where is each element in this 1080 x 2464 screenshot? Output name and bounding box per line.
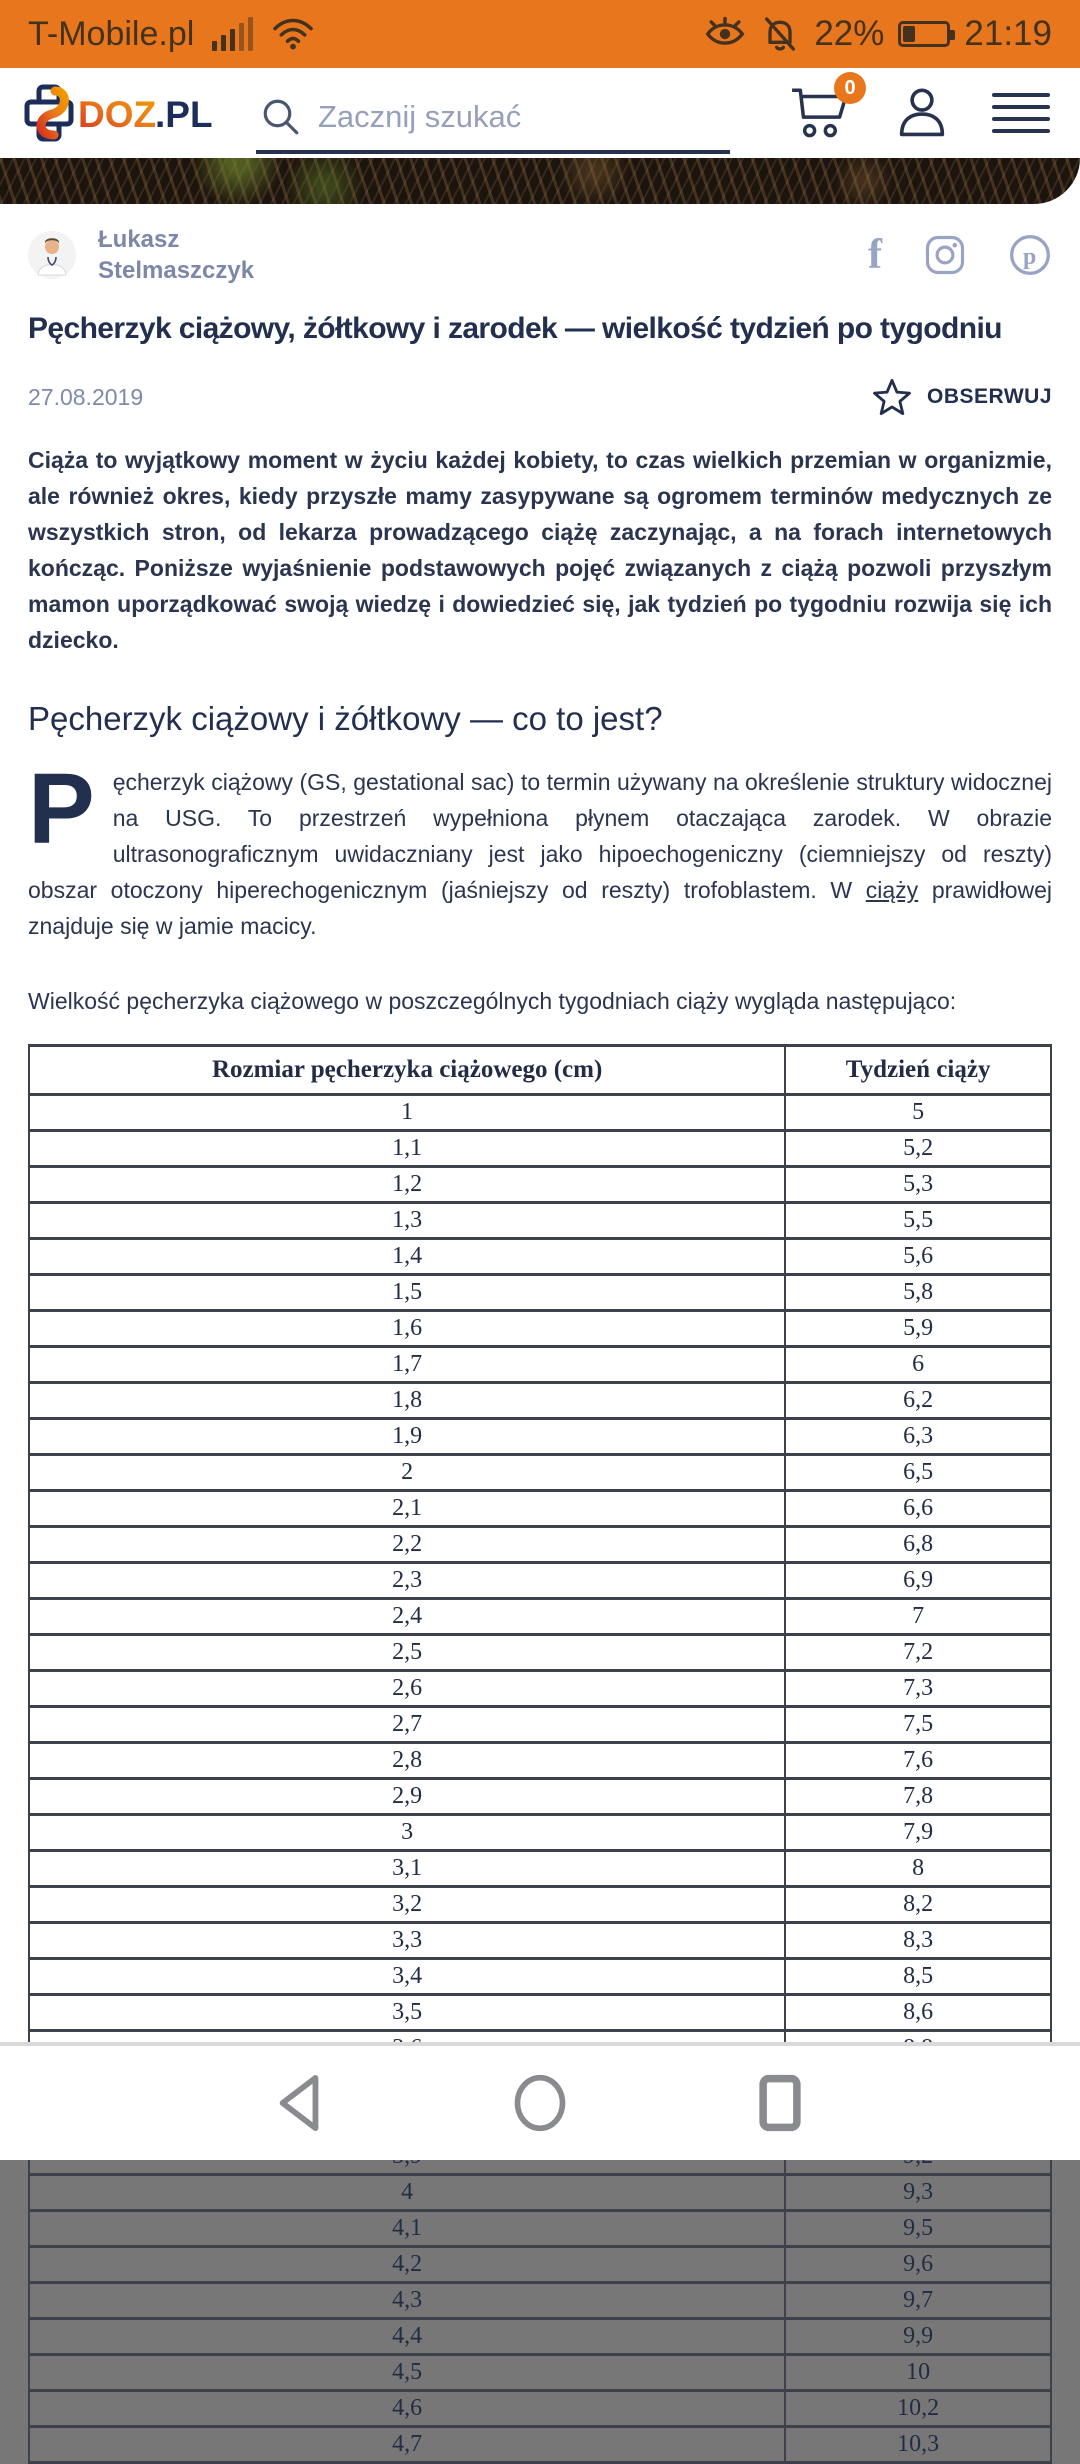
table-row (29, 1635, 1051, 1671)
table-cell: 6,8 (785, 1527, 1051, 1563)
table-cell: 3,2 (29, 1887, 785, 1923)
table-cell: 6,9 (785, 1563, 1051, 1599)
table-row (29, 1707, 1051, 1743)
site-header (0, 68, 1080, 158)
logo-cross-icon (27, 87, 71, 139)
menu-button[interactable] (992, 93, 1050, 133)
table-row (29, 2427, 1051, 2463)
table-row (29, 1599, 1051, 1635)
hero-image (0, 158, 1080, 204)
table-cell: 7,9 (785, 1815, 1051, 1851)
signal-strength-icon (212, 17, 253, 51)
table-cell: 10,2 (785, 2391, 1051, 2427)
nav-recents-button[interactable] (720, 2058, 840, 2148)
table-cell: 4,5 (29, 2355, 785, 2391)
table-cell: 1,5 (29, 1275, 785, 1311)
table-cell: 2,4 (29, 1599, 785, 1635)
author-avatar[interactable] (28, 231, 76, 279)
table-cell: 10,3 (785, 2427, 1051, 2463)
table-row (29, 1383, 1051, 1419)
table-row (29, 1527, 1051, 1563)
table-cell: 1,8 (29, 1383, 785, 1419)
table-row (29, 1275, 1051, 1311)
table-cell: 2,5 (29, 1635, 785, 1671)
table-row (29, 1779, 1051, 1815)
follow-button[interactable]: OBSERWUJ (871, 376, 1052, 418)
author-name[interactable]: Łukasz Stelmaszczyk (98, 226, 255, 284)
table-cell: 5,2 (785, 1131, 1051, 1167)
table-cell: 6,6 (785, 1491, 1051, 1527)
drop-cap: P (28, 753, 95, 865)
section-heading: Pęcherzyk ciążowy i żółtkowy — co to jest? (28, 700, 663, 737)
table-cell: 7,5 (785, 1707, 1051, 1743)
table-row (29, 1131, 1051, 1167)
table-row (29, 1455, 1051, 1491)
table-cell: 4 (29, 2175, 785, 2211)
table-cell: 1,4 (29, 1239, 785, 1275)
table-cell: 8,3 (785, 1923, 1051, 1959)
table-cell: 2,8 (29, 1743, 785, 1779)
facebook-icon[interactable]: f (868, 232, 882, 278)
back-triangle-icon (274, 2074, 326, 2132)
table-row (29, 1239, 1051, 1275)
table-cell: 2,1 (29, 1491, 785, 1527)
table-row (29, 2247, 1051, 2283)
wifi-icon (271, 16, 315, 52)
table-row (29, 1311, 1051, 1347)
table-cell: 8,5 (785, 1959, 1051, 1995)
table-cell: 10 (785, 2355, 1051, 2391)
table-cell: 2,3 (29, 1563, 785, 1599)
table-cell: 1 (29, 1095, 785, 1131)
table-cell: 2,9 (29, 1779, 785, 1815)
search-bar[interactable] (256, 90, 730, 154)
pregnancy-link[interactable]: ciąży (865, 877, 919, 903)
table-cell: 8 (785, 1851, 1051, 1887)
notifications-muted-icon (760, 14, 800, 54)
eye-comfort-icon (704, 15, 746, 53)
table-cell: 6,3 (785, 1419, 1051, 1455)
table-cell: 1,7 (29, 1347, 785, 1383)
table-cell: 8,6 (785, 1995, 1051, 2031)
table-row (29, 2283, 1051, 2319)
home-circle-icon (511, 2073, 569, 2133)
table-cell: 4,4 (29, 2319, 785, 2355)
table-row (29, 1887, 1051, 1923)
table-row (29, 2391, 1051, 2427)
table-row (29, 1923, 1051, 1959)
carrier-label: T-Mobile.pl (28, 14, 195, 53)
table-header-week: Tydzień ciąży (785, 1046, 1051, 1095)
table-cell: 7,6 (785, 1743, 1051, 1779)
page-title: Pęcherzyk ciążowy, żółtkowy i zarodek — wielkość tydzień po tygodniu (28, 312, 1002, 345)
svg-text:DOZ: DOZ (78, 94, 157, 135)
status-bar (0, 0, 1080, 68)
table-cell: 7,3 (785, 1671, 1051, 1707)
table-cell: 3 (29, 1815, 785, 1851)
nav-home-button[interactable] (480, 2058, 600, 2148)
table-cell: 6,5 (785, 1455, 1051, 1491)
table-cell: 8,2 (785, 1887, 1051, 1923)
cart-button[interactable] (790, 76, 856, 142)
nav-back-button[interactable] (240, 2058, 360, 2148)
table-cell: 9,3 (785, 2175, 1051, 2211)
table-cell: 5,8 (785, 1275, 1051, 1311)
table-row (29, 1419, 1051, 1455)
table-row (29, 1203, 1051, 1239)
table-cell: 9,9 (785, 2319, 1051, 2355)
table-cell: 3,3 (29, 1923, 785, 1959)
table-row (29, 1959, 1051, 1995)
table-row (29, 2175, 1051, 2211)
gestational-sac-table (28, 1044, 1052, 2464)
table-row (29, 1563, 1051, 1599)
table-cell: 2,6 (29, 1671, 785, 1707)
user-icon (892, 83, 952, 143)
search-input[interactable] (318, 99, 726, 135)
table-cell: 4,7 (29, 2427, 785, 2463)
body-paragraph: Pęcherzyk ciążowy (GS, gestational sac) to termin używany na określenie struktury widocznej na USG. To przestrzeń wypełniona płynem otaczająca zarodek. W obrazie ultrasonograficznym uwidaczniany jest jako hipoechogeniczny (ciemniejszy od reszty) obszar otoczony hiperechogenicznym (jaśniejszy od reszty) trofoblastem. W ciąży prawidłowej znajduje się w jamie macicy. (28, 753, 1052, 939)
table-cell: 5,3 (785, 1167, 1051, 1203)
intro-paragraph: Ciąża to wyjątkowy moment w życiu każdej kobiety, to czas wielkich przemian w organizmie, ale również okres, kiedy przyszłe mamy zasypywane są ogromem terminów medycznych ze wszystkich stron, od lekarza prowadzącego ciążę zaczynając, a na forach internetowych kończąc. Poniższe wyjaśnienie podstawowych pojęć związanych z ciążą pozwoli przyszłym mamon uporządkować swoją wiedzę i dowiedzieć się, jak tydzień po tygodniu rozwija się ich dziecko. (28, 447, 1052, 653)
table-cell: 4,1 (29, 2211, 785, 2247)
table-intro: Wielkość pęcherzyka ciążowego w poszczególnych tygodniach ciąży wygląda następująco: (28, 988, 957, 1014)
publish-date: 27.08.2019 (28, 383, 144, 410)
table-header-size: Rozmiar pęcherzyka ciążowego (cm) (29, 1046, 785, 1095)
table-cell: 5,5 (785, 1203, 1051, 1239)
recents-square-icon (756, 2073, 804, 2133)
table-cell: 1,2 (29, 1167, 785, 1203)
table-cell: 1,1 (29, 1131, 785, 1167)
gs-table-body (29, 1095, 1051, 2463)
table-cell: 1,9 (29, 1419, 785, 1455)
table-header-row (29, 1046, 1051, 1095)
table-cell: 3,4 (29, 1959, 785, 1995)
table-row (29, 1491, 1051, 1527)
table-cell: 6,2 (785, 1383, 1051, 1419)
svg-text:p: p (1023, 244, 1037, 271)
table-row (29, 2319, 1051, 2355)
table-row (29, 2355, 1051, 2391)
account-button[interactable] (892, 83, 952, 143)
battery-percent-label: 22% (814, 14, 885, 53)
table-row (29, 1167, 1051, 1203)
star-icon (871, 376, 913, 418)
table-cell: 7,2 (785, 1635, 1051, 1671)
android-nav-bar (0, 2042, 1080, 2160)
table-row (29, 2211, 1051, 2247)
table-cell: 4,6 (29, 2391, 785, 2427)
search-icon (260, 96, 302, 138)
table-cell: 5,6 (785, 1239, 1051, 1275)
table-cell: 9,7 (785, 2283, 1051, 2319)
table-row (29, 1095, 1051, 1131)
table-cell: 4,2 (29, 2247, 785, 2283)
table-cell: 3,1 (29, 1851, 785, 1887)
table-row (29, 1995, 1051, 2031)
table-row (29, 1815, 1051, 1851)
pinterest-icon[interactable] (1008, 233, 1052, 277)
table-cell: 1,6 (29, 1311, 785, 1347)
table-cell: 5,9 (785, 1311, 1051, 1347)
cart-badge: 0 (834, 72, 866, 104)
svg-text:.PL: .PL (155, 94, 213, 135)
table-cell: 1,3 (29, 1203, 785, 1239)
table-cell: 9,5 (785, 2211, 1051, 2247)
table-row (29, 1743, 1051, 1779)
table-cell: 5 (785, 1095, 1051, 1131)
table-row (29, 1671, 1051, 1707)
table-row (29, 1347, 1051, 1383)
table-cell: 7 (785, 1599, 1051, 1635)
battery-icon (898, 21, 950, 47)
table-cell: 4,3 (29, 2283, 785, 2319)
table-cell: 6 (785, 1347, 1051, 1383)
table-cell: 9,6 (785, 2247, 1051, 2283)
table-row (29, 1851, 1051, 1887)
table-cell: 7,8 (785, 1779, 1051, 1815)
doz-logo[interactable] (24, 84, 224, 142)
table-cell: 2,2 (29, 1527, 785, 1563)
clock-label: 21:19 (964, 14, 1052, 53)
table-cell: 3,5 (29, 1995, 785, 2031)
table-cell: 2 (29, 1455, 785, 1491)
instagram-icon[interactable] (924, 234, 966, 276)
table-cell: 2,7 (29, 1707, 785, 1743)
